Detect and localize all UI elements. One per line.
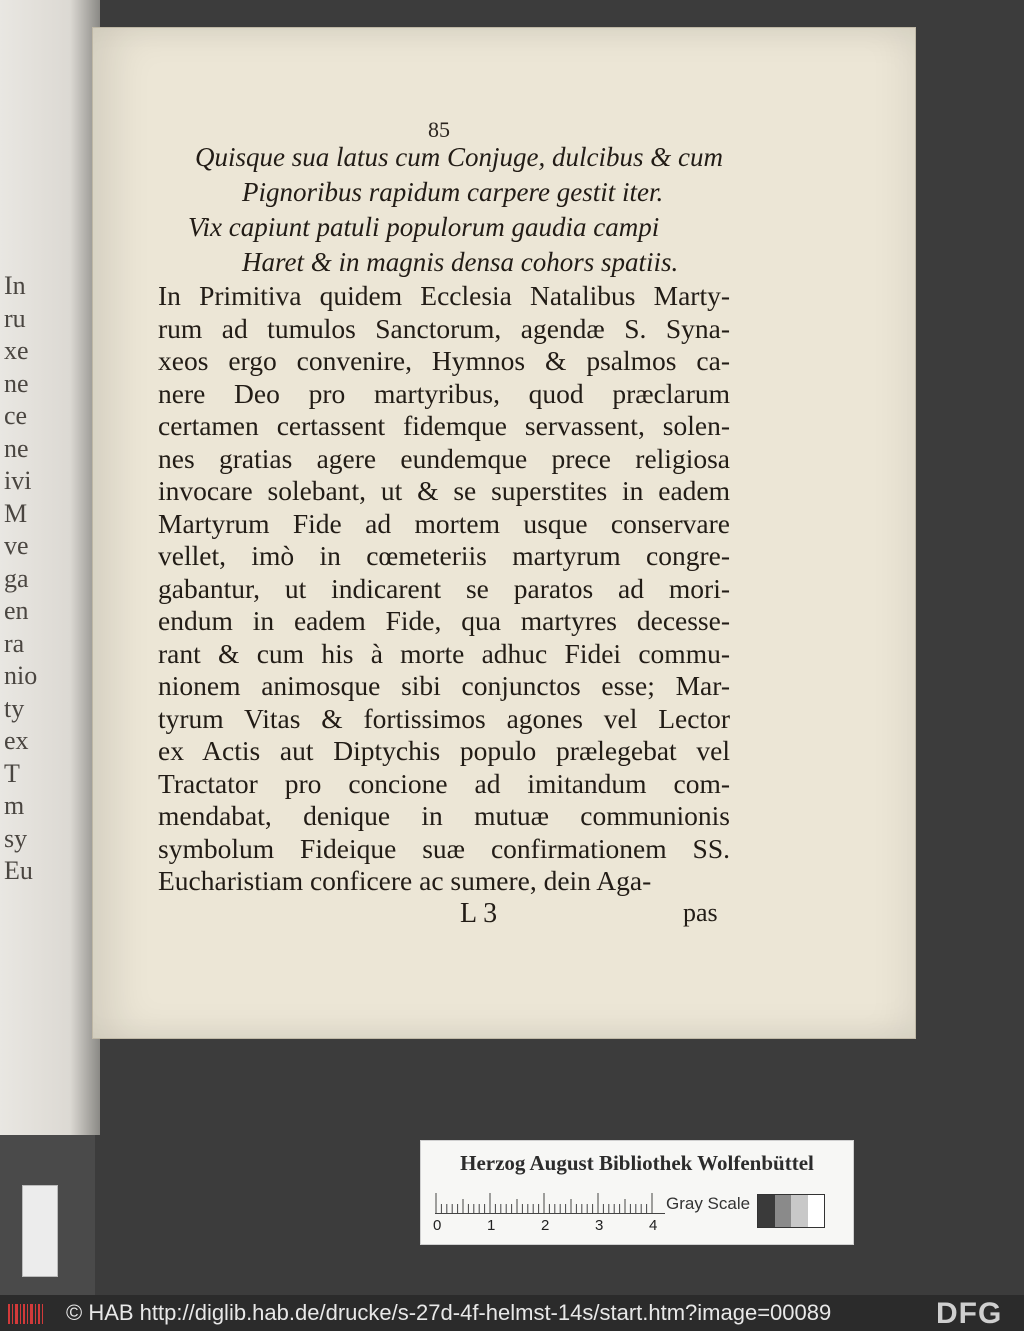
bleed-fragment: en: [4, 596, 29, 625]
body-line: rum ad tumulos Sanctorum, agendæ S. Syna-: [158, 312, 730, 344]
verse-block: [150, 140, 750, 280]
bleed-fragment: ru: [4, 303, 26, 333]
gray-scale-swatches: [757, 1194, 825, 1228]
color-reference-card: [420, 1140, 854, 1245]
ruler-numbers: [435, 1217, 675, 1237]
bleed-fragment: ex: [4, 726, 29, 755]
dfg-logo: DFG: [936, 1297, 1003, 1330]
body-line: nere Deo pro martyribus, quod præclarum: [158, 377, 730, 409]
body-line: vellet, imò in cœmeteriis martyrum congre-: [158, 540, 730, 571]
ruler-number: 1: [487, 1217, 496, 1234]
body-line: Eucharistiam conficere ac sumere, dein Aga-: [158, 865, 652, 896]
bleed-fragment: ve: [4, 531, 29, 560]
body-line: nes gratias agere eundemque prece religiosa: [158, 442, 730, 474]
body-line: invocare solebant, ut & se superstites in eadem: [158, 475, 730, 506]
body-line: rant & cum his à morte adhuc Fidei commu-: [158, 637, 730, 669]
bleed-fragment: Eu: [4, 856, 33, 885]
gray-scale-label: Gray Scale: [666, 1194, 751, 1213]
body-line: endum in eadem Fide, qua martyres decesse-: [158, 605, 730, 636]
bleed-fragment: ne: [4, 368, 29, 398]
ruler-number: 3: [595, 1217, 604, 1234]
body-line: tyrum Vitas & fortissimos agones vel Lector: [158, 702, 730, 734]
body-line: Martyrum Fide ad mortem usque conservare: [158, 507, 730, 539]
hab-barcode-logo-icon: [6, 1301, 46, 1327]
ruler-number: 0: [433, 1217, 442, 1234]
gray-swatch: [775, 1195, 792, 1227]
body-line: nionem animosque sibi conjunctos esse; Mar-: [158, 670, 730, 701]
bleed-fragment: ce: [4, 401, 28, 430]
ruler-number: 4: [649, 1217, 658, 1234]
bleed-fragment: nio: [4, 661, 38, 690]
bleed-fragment: ga: [4, 563, 29, 593]
bleed-fragment: sy: [4, 823, 28, 853]
bleed-fragment: In: [4, 271, 26, 300]
verse-line: Haret & in magnis densa cohors spatiis.: [242, 247, 679, 277]
verse-line: Vix capiunt patuli populorum gaudia campi: [188, 212, 660, 242]
scale-ruler: [435, 1191, 665, 1214]
bleed-fragment: m: [4, 791, 25, 820]
gray-swatch: [808, 1195, 825, 1227]
library-stamp: [22, 1185, 58, 1277]
body-line: In Primitiva quidem Ecclesia Natalibus Marty-: [158, 280, 730, 311]
card-title: Herzog August Bibliothek Wolfenbüttel: [460, 1151, 814, 1175]
bleed-fragment: ra: [4, 628, 25, 658]
signature-mark: L 3: [460, 898, 498, 929]
bleed-fragment: M: [4, 498, 28, 528]
verse-line: Quisque sua latus cum Conjuge, dulcibus & cum: [195, 142, 723, 172]
page-number: 85: [428, 117, 450, 142]
footer-bar: [0, 1295, 1024, 1331]
ruler-ticks: [435, 1191, 665, 1213]
body-paragraph: [158, 280, 730, 898]
verse-line: Pignoribus rapidum carpere gestit iter.: [242, 177, 664, 207]
body-line: xeos ergo convenire, Hymnos & psalmos ca-: [158, 345, 730, 376]
left-page-text-bleed: [4, 270, 44, 888]
body-line: Tractator pro concione ad imitandum com-: [158, 767, 730, 799]
bleed-fragment: ne: [4, 433, 29, 463]
gray-swatch: [758, 1195, 775, 1227]
bleed-fragment: T: [4, 758, 20, 788]
bleed-fragment: ty: [4, 693, 25, 723]
gray-swatch: [791, 1195, 808, 1227]
body-line: gabantur, ut indicarent se paratos ad mori-: [158, 572, 730, 604]
catchword: pas: [683, 898, 718, 927]
bleed-fragment: xe: [4, 336, 29, 365]
bleed-fragment: ivi: [4, 466, 32, 495]
body-line: symbolum Fideique suæ confirmationem SS.: [158, 832, 730, 864]
body-line: certamen certassent fidemque servassent, solen-: [158, 410, 730, 441]
body-line: mendabat, denique in mutuæ communionis: [158, 800, 730, 831]
footer-url[interactable]: © HAB http://diglib.hab.de/drucke/s-27d-4f-helmst-14s/start.htm?image=00089: [66, 1300, 832, 1325]
ruler-number: 2: [541, 1217, 550, 1234]
body-line: ex Actis aut Diptychis populo prælegebat vel: [158, 735, 730, 766]
